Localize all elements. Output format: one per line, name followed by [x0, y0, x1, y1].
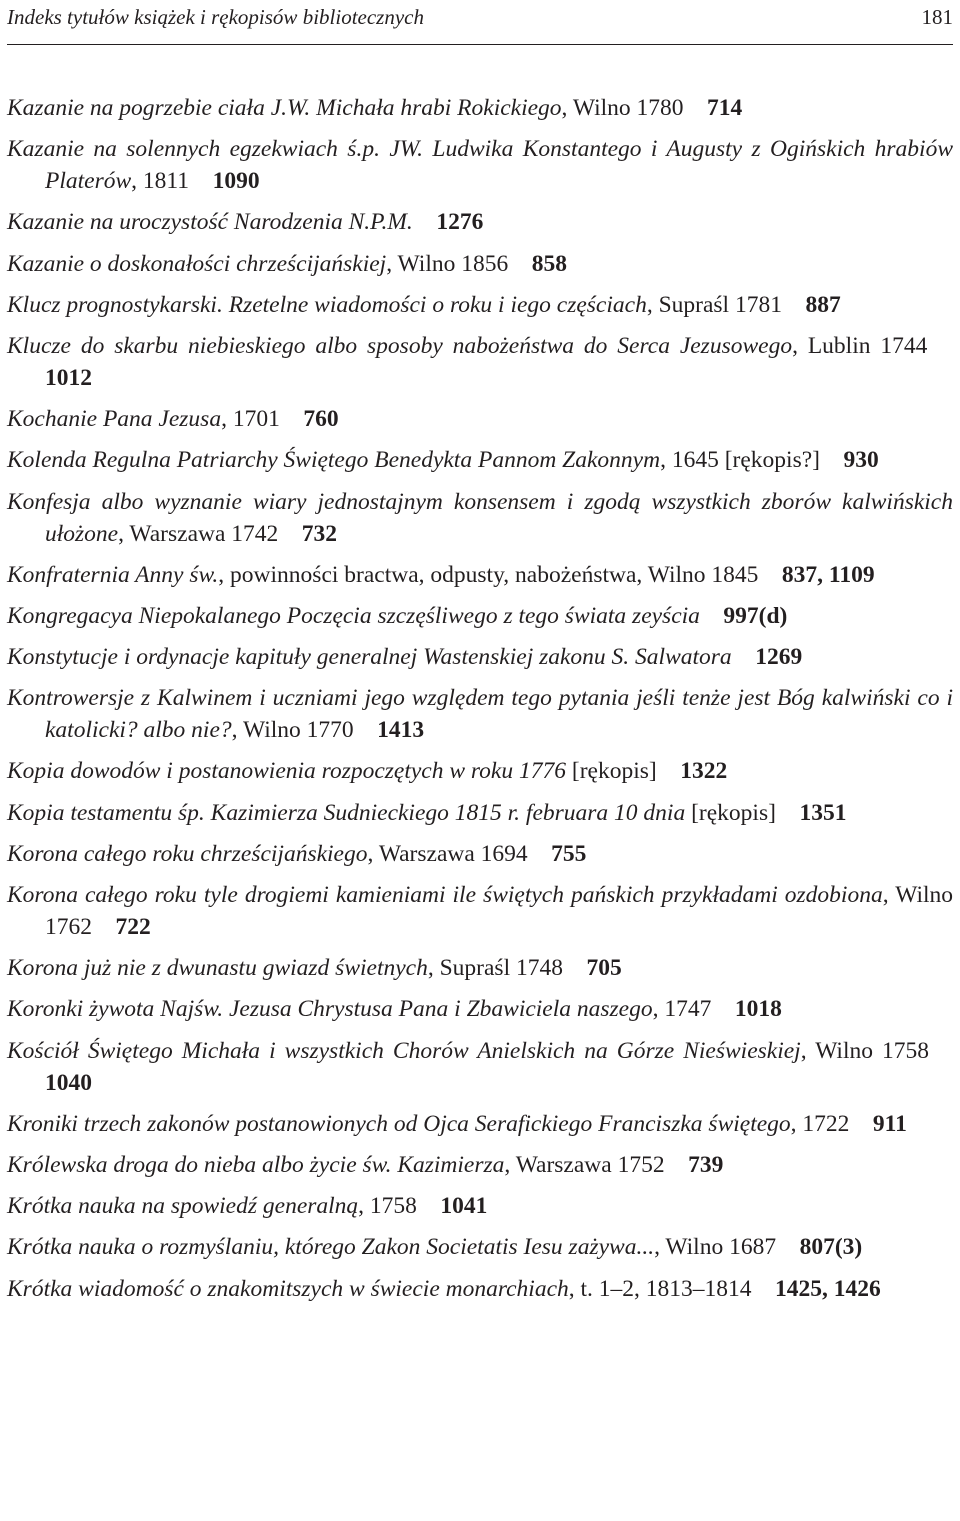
index-entry — [7, 444, 953, 476]
entry-title: Kościół Świętego Michała i wszystkich Chorów Anielskich na Górze Nieświeskiej — [7, 1037, 801, 1064]
entry-title: Konfraternia Anny św. — [7, 561, 219, 588]
index-entry — [7, 797, 953, 829]
index-entry — [7, 559, 953, 591]
entry-title: Koronki żywota Najśw. Jezusa Chrystusa Pana i Zbawiciela naszego — [7, 996, 653, 1023]
entry-info: , Wilno 1687 — [654, 1234, 777, 1261]
index-entry — [7, 1149, 953, 1181]
entry-info: , Wilno 1762 — [45, 882, 953, 940]
index-entry — [7, 486, 953, 550]
entry-info: , Lublin 1744 — [792, 332, 928, 359]
entry-number: 1269 — [755, 644, 803, 671]
index-entry — [7, 206, 953, 238]
entry-info: , 1722 — [790, 1110, 850, 1137]
entry-info: , t. 1–2, 1813–1814 — [568, 1275, 752, 1302]
entry-title: Klucz prognostykarski. Rzetelne wiadomości o roku i iego częściach — [7, 291, 647, 318]
entry-number: 1413 — [377, 717, 425, 744]
entry-number: 837, 1109 — [781, 561, 875, 588]
entry-title: Klucze do skarbu niebieskiego albo sposoby nabożeństwa do Serca Jezusowego — [7, 332, 793, 359]
entry-title: Królewska droga do nieba albo życie św. Kazimierza — [7, 1151, 505, 1178]
index-entry — [7, 330, 953, 394]
entry-title: Kazanie na uroczystość Narodzenia N.P.M. — [7, 209, 413, 236]
entry-number: 858 — [531, 250, 567, 277]
entry-number: 739 — [688, 1151, 724, 1178]
entry-title: Krótka nauka na spowiedź generalną — [7, 1193, 359, 1220]
entry-info: , Wilno 1780 — [561, 95, 684, 121]
entry-number: 1090 — [212, 168, 260, 195]
index-entry — [7, 838, 953, 870]
entry-number: 930 — [843, 447, 879, 474]
entry-number: 1040 — [45, 1069, 92, 1096]
entry-info: , Wilno 1758 — [800, 1037, 930, 1064]
entry-info: , Warszawa 1742 — [118, 520, 279, 547]
entry-title: Kopia dowodów i postanowienia rozpoczętych w roku 1776 — [7, 758, 566, 785]
entry-title: Kopia testamentu śp. Kazimierza Sudnieckiego 1815 r. februara 10 dnia — [7, 799, 686, 826]
entry-info: , 1645 [rękopis?] — [660, 447, 820, 474]
index-entry — [7, 952, 953, 984]
entry-number: 1041 — [440, 1193, 488, 1220]
index-entry — [7, 92, 953, 124]
entry-title: Korona całego roku tyle drogiemi kamieniami ile świętych pańskich przykładami ozdobiona — [7, 882, 883, 908]
entry-title: Krótka nauka o rozmyślaniu, którego Zakon Societatis Iesu zażywa... — [7, 1234, 655, 1261]
index-entries — [7, 92, 953, 1314]
page-number: 181 — [921, 5, 953, 29]
entry-info: , Wilno 1770 — [231, 717, 354, 744]
entry-title: Krótka wiadomość o znakomitszych w świecie monarchiach — [7, 1275, 569, 1302]
entry-number: 1018 — [734, 996, 782, 1023]
entry-info: [rękopis] — [566, 758, 657, 785]
entry-number: 722 — [115, 914, 151, 940]
entry-number: 1425, 1426 — [775, 1275, 881, 1302]
entry-number: 705 — [586, 955, 622, 982]
index-entry — [7, 1273, 953, 1305]
entry-number: 887 — [805, 291, 841, 318]
index-entry — [7, 1190, 953, 1222]
entry-title: Kontrowersje z Kalwinem i uczniami jego względem tego pytania jeśli tenże jest Bóg kalwiński co i katolicki? albo nie? — [7, 685, 953, 744]
index-entry — [7, 289, 953, 321]
entry-number: 997(d) — [723, 602, 788, 629]
entry-info: , 1811 — [131, 168, 190, 195]
entry-title: Konstytucje i ordynacje kapituły generalnej Wastenskiej zakonu S. Salwatora — [7, 644, 732, 671]
entry-number: 1322 — [680, 758, 728, 785]
entry-number: 755 — [551, 840, 587, 867]
entry-number: 1276 — [436, 209, 484, 236]
entry-info: , Supraśl 1781 — [646, 291, 782, 318]
index-entry — [7, 600, 953, 632]
entry-info: , 1758 — [358, 1193, 417, 1220]
entry-info: , Warszawa 1694 — [367, 840, 528, 867]
index-entry — [7, 133, 953, 197]
entry-info: [rękopis] — [685, 799, 776, 826]
entry-title: Korona już nie z dwunastu gwiazd świetnych — [7, 955, 428, 982]
running-title: Indeks tytułów książek i rękopisów bibliotecznych — [7, 5, 424, 29]
entry-title: Konfesja albo wyznanie wiary jednostajnym konsensem i zgodą wszystkich zborów kalwińskich ułożone — [7, 488, 953, 547]
index-entry — [7, 403, 953, 435]
entry-title: Kolenda Regulna Patriarchy Świętego Benedykta Pannom Zakonnym — [7, 447, 661, 474]
entry-title: Kochanie Pana Jezusa — [7, 406, 222, 433]
entry-info: , Supraśl 1748 — [427, 955, 563, 982]
index-entry — [7, 755, 953, 787]
entry-info: , Wilno 1856 — [386, 250, 509, 277]
entry-info: , powinności bractwa, odpusty, nabożeństwa, Wilno 1845 — [218, 561, 759, 588]
index-entry — [7, 1108, 953, 1140]
entry-number: 1351 — [799, 799, 847, 826]
entry-number: 760 — [303, 406, 339, 433]
entry-number: 807(3) — [799, 1234, 863, 1261]
index-entry — [7, 641, 953, 673]
entry-number: 714 — [707, 95, 743, 121]
page-header — [7, 0, 953, 45]
entry-info: , 1701 — [221, 406, 280, 433]
entry-title: Korona całego roku chrześcijańskiego — [7, 840, 368, 867]
entry-title: Kazanie na solennych egzekwiach ś.p. JW. Ludwika Konstantego i Augusty z Ogińskich hrabiów Platerów — [7, 136, 953, 195]
entry-number: 732 — [301, 520, 338, 547]
entry-title: Kazanie o doskonałości chrześcijańskiej — [7, 250, 387, 277]
index-entry — [7, 682, 953, 746]
entry-info: , 1747 — [652, 996, 712, 1023]
entry-number: 1012 — [45, 364, 92, 391]
index-entry — [7, 1035, 953, 1099]
entry-info: , Warszawa 1752 — [504, 1151, 665, 1178]
entry-number: 911 — [872, 1110, 907, 1137]
entry-title: Kazanie na pogrzebie ciała J.W. Michała hrabi Rokickiego — [7, 95, 562, 121]
index-entry — [7, 993, 953, 1025]
entry-title: Kroniki trzech zakonów postanowionych od Ojca Serafickiego Franciszka świętego — [7, 1110, 791, 1137]
index-entry — [7, 248, 953, 280]
index-entry — [7, 879, 953, 943]
entry-title: Kongregacya Niepokalanego Poczęcia szczęśliwego z tego świata zeyścia — [7, 602, 700, 629]
index-entry — [7, 1231, 953, 1263]
